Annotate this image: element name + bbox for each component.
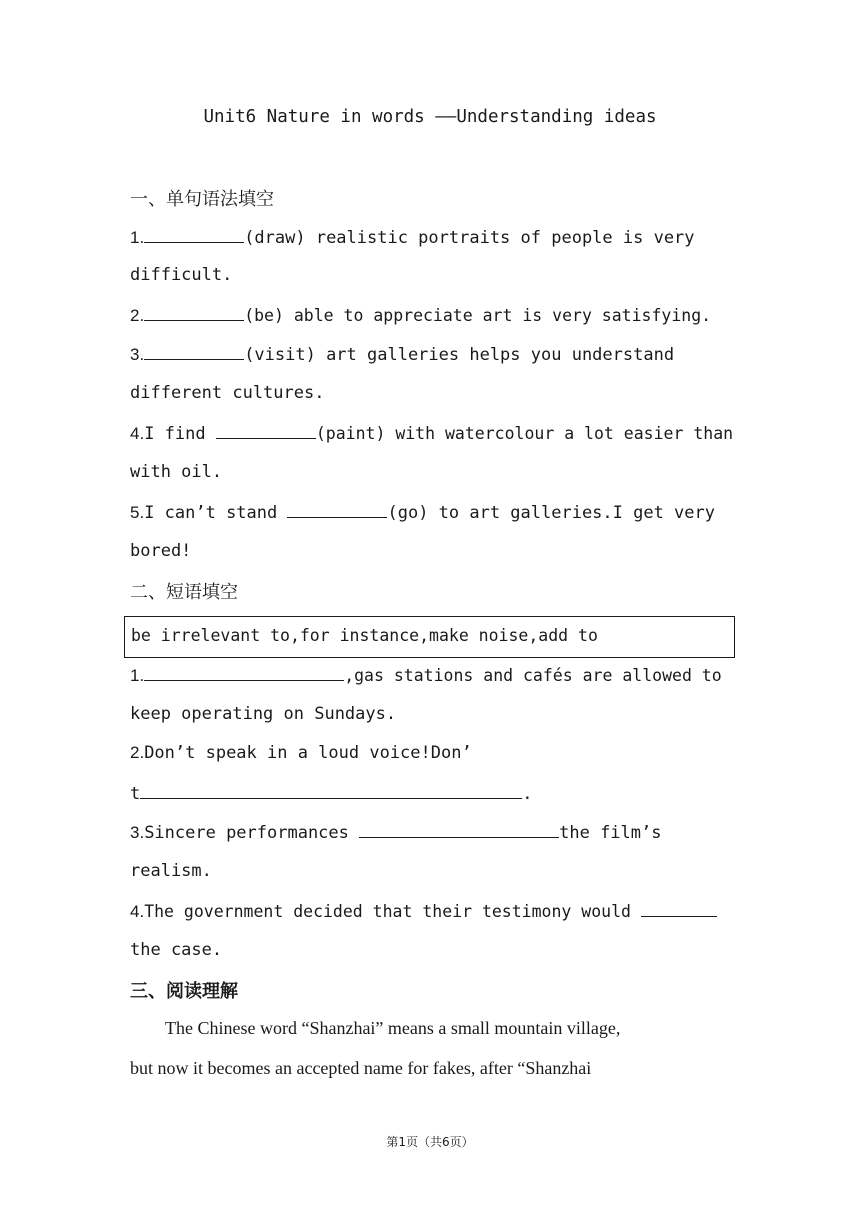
- question-text: Sincere performances: [144, 823, 360, 843]
- question-text: .: [522, 784, 533, 804]
- question-5-line-1: [130, 501, 715, 524]
- reading-paragraph-line-2: but now it becomes an accepted name for fakes, after “Shanzhai: [130, 1058, 592, 1078]
- section-2-heading: 二、短语填空: [130, 582, 238, 603]
- phrase-question-1-line-2: keep operating on Sundays.: [130, 704, 397, 724]
- question-1-line-1: [130, 226, 695, 249]
- question-text: (draw) realistic portraits of people is very: [244, 228, 695, 248]
- question-text: Don’t speak in a loud voice!Don’: [144, 743, 472, 763]
- phrase-question-2-line-1: [130, 742, 472, 764]
- question-number: 3.: [130, 345, 145, 364]
- phrase-question-4-line-1: [130, 900, 717, 923]
- question-text: t: [130, 784, 141, 804]
- phrase-question-2-line-2: [130, 782, 533, 805]
- page-footer: 第1页（共6页）: [386, 1135, 474, 1149]
- answer-blank[interactable]: [140, 782, 522, 799]
- question-text: (visit) art galleries helps you understand: [244, 345, 675, 365]
- phrase-question-1-line-1: [130, 664, 722, 687]
- answer-blank[interactable]: [144, 664, 344, 681]
- question-text: the film’s: [559, 823, 662, 843]
- question-number: 5.: [130, 503, 145, 522]
- question-number: 2.: [130, 306, 145, 325]
- question-2: [130, 304, 711, 327]
- reading-paragraph-line-1: The Chinese word “Shanzhai” means a small mountain village,: [165, 1018, 621, 1038]
- answer-blank[interactable]: [216, 422, 316, 439]
- phrase-bank-text: be irrelevant to,for instance,make noise,add to: [131, 626, 598, 645]
- section-3-heading: 三、阅读理解: [130, 981, 238, 1002]
- question-number: 4.: [130, 424, 145, 443]
- question-3-line-1: [130, 343, 674, 366]
- question-text: (paint) with watercolour a lot easier than: [315, 424, 734, 443]
- question-number: 3.: [130, 823, 145, 842]
- question-5-line-2: bored!: [130, 541, 192, 561]
- question-text: (go) to art galleries.I get very: [387, 503, 715, 523]
- question-text: I can’t stand: [144, 503, 288, 523]
- answer-blank[interactable]: [641, 900, 717, 917]
- question-number: 1.: [130, 228, 145, 247]
- question-text: ,gas stations and cafés are allowed to: [344, 666, 722, 685]
- phrase-bank-box: [124, 616, 735, 658]
- section-1-heading: 一、单句语法填空: [130, 189, 274, 210]
- answer-blank[interactable]: [144, 343, 244, 360]
- answer-blank[interactable]: [144, 226, 244, 243]
- question-text: (be) able to appreciate art is very satisfying.: [244, 306, 712, 325]
- question-text: I find: [144, 424, 216, 444]
- question-4-line-1: [130, 422, 733, 445]
- answer-blank[interactable]: [144, 304, 244, 321]
- question-number: 2.: [130, 743, 145, 762]
- question-text: The government decided that their testimony would: [144, 902, 641, 921]
- phrase-question-3-line-1: [130, 821, 661, 844]
- phrase-question-3-line-2: realism.: [130, 861, 212, 881]
- question-1-line-2: difficult.: [130, 265, 233, 285]
- question-4-line-2: with oil.: [130, 462, 223, 482]
- answer-blank[interactable]: [359, 821, 559, 838]
- document-title: Unit6 Nature in words ——Understanding ideas: [203, 107, 657, 127]
- question-3-line-2: different cultures.: [130, 383, 325, 403]
- question-number: 1.: [130, 666, 145, 685]
- phrase-question-4-line-2: the case.: [130, 940, 223, 960]
- answer-blank[interactable]: [287, 501, 387, 518]
- question-number: 4.: [130, 902, 145, 921]
